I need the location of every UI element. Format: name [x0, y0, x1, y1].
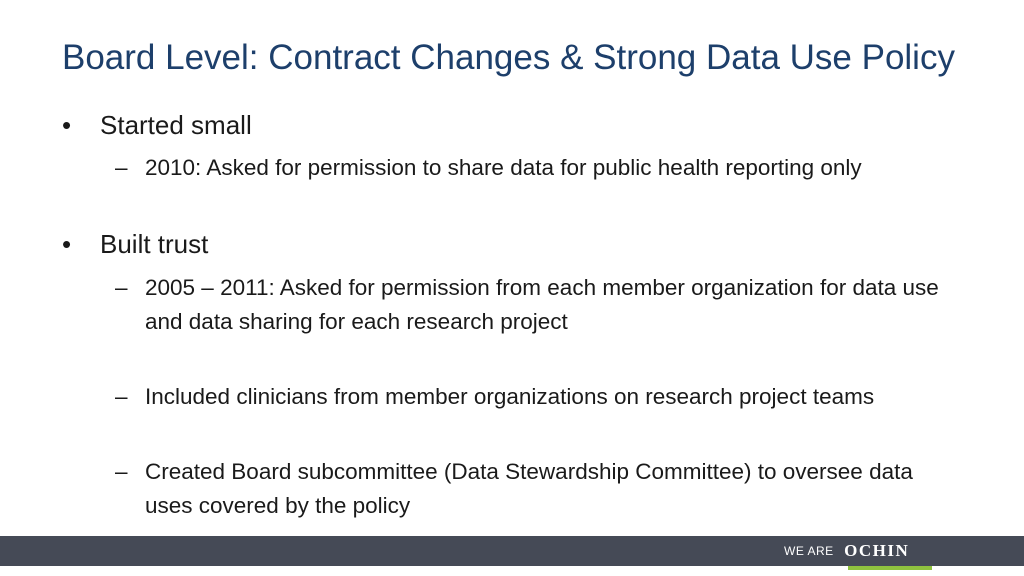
footer-accent-line: [848, 566, 932, 570]
dash-marker: –: [115, 384, 128, 409]
sub-item-text: Created Board subcommittee (Data Stewardship Committee) to oversee data uses covered by the policy: [145, 459, 913, 518]
bullet-marker: •: [62, 110, 72, 140]
sub-item-text: Included clinicians from member organizations on research project teams: [145, 384, 875, 409]
logo-brand: OCHIN: [844, 541, 910, 560]
ochin-logo: [784, 536, 909, 566]
dash-marker: –: [115, 155, 128, 180]
bullet-text: Built trust: [100, 229, 209, 259]
sub-item-text: 2010: Asked for permission to share data for public health reporting only: [145, 155, 862, 180]
bullet-marker: •: [62, 229, 72, 259]
sub-item-subcommittee: [115, 455, 955, 523]
sub-item-text: 2005 – 2011: Asked for permission from each member organization for data use and data sharing for each research project: [145, 275, 939, 334]
sub-item-public-health: [115, 151, 955, 185]
dash-marker: –: [115, 459, 128, 484]
slide-title: Board Level: Contract Changes & Strong Data Use Policy: [62, 38, 955, 77]
sub-item-permission: [115, 271, 955, 339]
bullet-text: Started small: [100, 110, 252, 140]
logo-tagline: WE ARE: [784, 544, 834, 558]
sub-item-clinicians: [115, 380, 955, 414]
dash-marker: –: [115, 275, 128, 300]
